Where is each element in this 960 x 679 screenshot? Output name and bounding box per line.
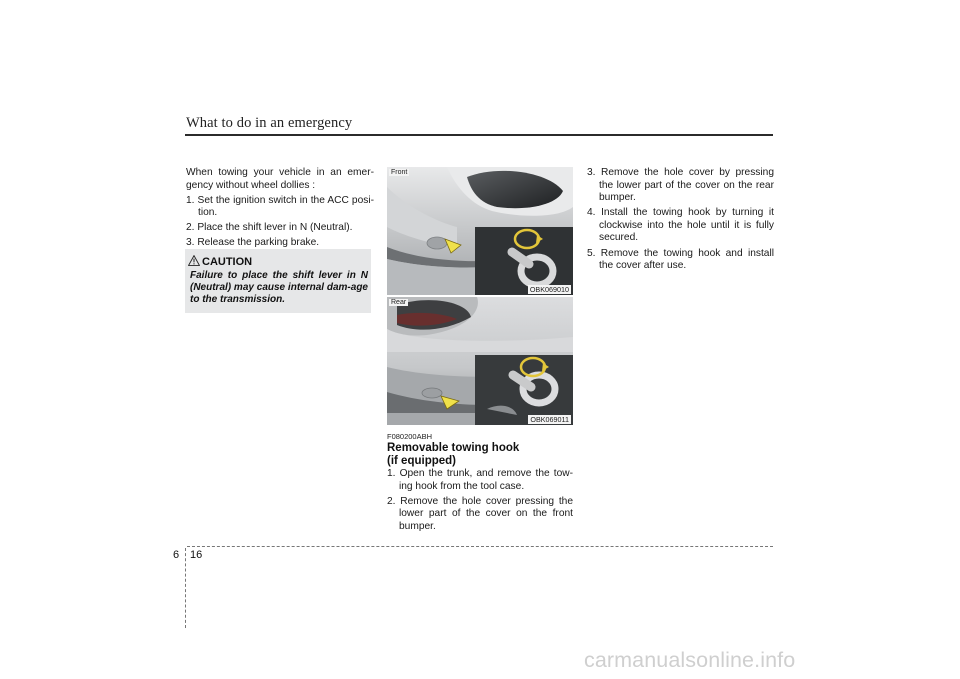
column-2 <box>387 468 573 536</box>
section-title-line-2: (if equipped) <box>387 454 456 467</box>
watermark: carmanualsonline.info <box>584 648 796 672</box>
step-1: 1. Set the ignition switch in the ACC posi-tion. <box>186 194 374 219</box>
hook-step-2: 2. Remove the hole cover pressing the lower part of the cover on the front bumper. <box>387 495 573 532</box>
intro-paragraph: When towing your vehicle in an emer-gency without wheel dollies : <box>186 167 374 191</box>
rear-bumper-illustration <box>387 297 573 425</box>
figure-label-rear: Rear <box>391 299 407 306</box>
hook-step-1: 1. Open the trunk, and remove the tow-ing hook from the tool case. <box>387 468 573 492</box>
hook-step-5: 5. Remove the towing hook and install the cover after use. <box>587 247 774 272</box>
step-2: 2. Place the shift lever in N (Neutral). <box>186 222 353 234</box>
figure-label-front: Front <box>391 169 408 176</box>
caution-heading: CAUTION <box>202 256 253 268</box>
section-code: F080200ABH <box>387 432 433 441</box>
footer-divider <box>185 548 186 628</box>
column-1 <box>186 167 374 253</box>
hook-step-4: 4. Install the towing hook by turning it clockwise into the hole until it is fully secured. <box>587 207 774 244</box>
header-rule <box>185 134 773 136</box>
figure-code-rear: OBK069011 <box>530 415 569 424</box>
figure-code-front: OBK069010 <box>529 285 569 294</box>
caution-text: Failure to place the shift lever in N (Neutral) may cause internal dam-age to the transmission. <box>190 270 368 306</box>
page-header-title: What to do in an emergency <box>186 115 353 131</box>
section-title-line-1: Removable towing hook <box>387 442 520 454</box>
front-bumper-illustration <box>387 167 573 295</box>
footer-rule <box>187 546 773 547</box>
rear-towing-hook-figure <box>387 297 573 425</box>
section-title <box>387 442 519 467</box>
step-3: 3. Release the parking brake. <box>186 237 320 249</box>
page-number: 16 <box>190 549 203 561</box>
warning-triangle-icon <box>188 255 200 266</box>
hook-step-3: 3. Remove the hole cover by pressing the lower part of the cover on the rear bumper. <box>587 167 774 204</box>
column-3 <box>587 167 774 275</box>
section-number: 6 <box>173 549 180 561</box>
front-towing-hook-figure <box>387 167 573 295</box>
